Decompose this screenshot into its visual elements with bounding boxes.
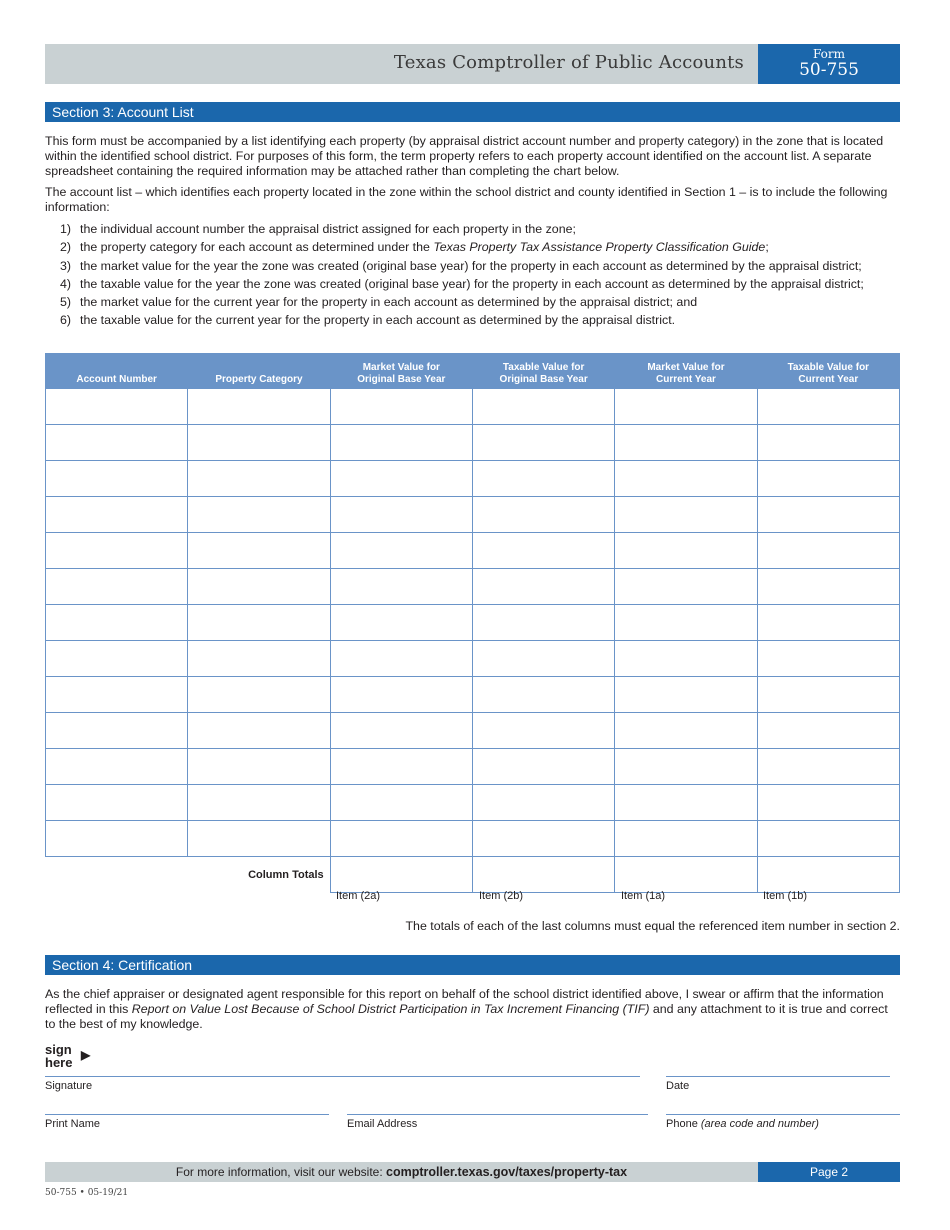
taxable-value-current-cell[interactable]: [757, 569, 899, 605]
taxable-value-current-cell[interactable]: [757, 713, 899, 749]
account-number-cell[interactable]: [46, 821, 188, 857]
property-category-cell[interactable]: [188, 497, 330, 533]
table-row: [46, 533, 900, 569]
section-3-title: Section 3: Account List: [45, 102, 900, 122]
taxable-value-base-cell[interactable]: [472, 461, 614, 497]
total-2b-field[interactable]: [472, 857, 614, 893]
market-value-current-cell[interactable]: [615, 569, 757, 605]
taxable-value-current-cell[interactable]: [757, 461, 899, 497]
form-label: Form: [812, 47, 845, 61]
taxable-value-base-cell[interactable]: [472, 497, 614, 533]
account-number-cell[interactable]: [46, 569, 188, 605]
market-value-current-cell[interactable]: [615, 677, 757, 713]
taxable-value-base-cell[interactable]: [472, 713, 614, 749]
page-number: Page 2: [758, 1162, 900, 1182]
property-category-cell[interactable]: [188, 461, 330, 497]
account-number-cell[interactable]: [46, 713, 188, 749]
website-link[interactable]: comptroller.texas.gov/taxes/property-tax: [386, 1165, 628, 1179]
email-label: Email Address: [347, 1118, 418, 1130]
agency-title: Texas Comptroller of Public Accounts: [393, 52, 744, 73]
account-number-cell[interactable]: [46, 425, 188, 461]
signature-label: Signature: [45, 1080, 93, 1092]
form-number: 50-755: [799, 60, 859, 80]
account-number-cell[interactable]: [46, 677, 188, 713]
taxable-value-base-cell[interactable]: [472, 749, 614, 785]
table-row: [46, 569, 900, 605]
print-name-label: Print Name: [45, 1118, 101, 1130]
print-name-field[interactable]: [45, 1114, 329, 1115]
property-category-cell[interactable]: [188, 677, 330, 713]
list-item: 3) the market value for the year the zone was created (original base year) for the property in each account as determined by the appraisal district;: [60, 258, 862, 273]
section-3-list-intro: The account list – which identifies each property located in the zone within the school district and county identified in Section 1 – is to include the following information:: [45, 185, 888, 214]
table-row: [46, 785, 900, 821]
market-value-current-cell[interactable]: [615, 497, 757, 533]
table-row: [46, 821, 900, 857]
taxable-value-current-cell[interactable]: [757, 677, 899, 713]
table-row: [46, 713, 900, 749]
market-value-current-cell[interactable]: [615, 389, 757, 425]
taxable-value-current-cell[interactable]: [757, 749, 899, 785]
item-2b-label: Item (2b): [479, 890, 524, 902]
list-item: 4) the taxable value for the year the zone was created (original base year) for the property in each account as determined by the appraisal district;: [60, 276, 864, 291]
market-value-current-cell[interactable]: [615, 533, 757, 569]
property-category-cell[interactable]: [188, 425, 330, 461]
property-category-cell[interactable]: [188, 569, 330, 605]
phone-label: Phone (area code and number): [666, 1118, 819, 1130]
taxable-value-base-cell[interactable]: [472, 641, 614, 677]
market-value-base-cell[interactable]: [330, 677, 472, 713]
market-value-base-cell[interactable]: [330, 821, 472, 857]
table-row: [46, 749, 900, 785]
taxable-value-base-cell[interactable]: [472, 569, 614, 605]
column-totals-row: [46, 857, 900, 893]
property-category-cell[interactable]: [188, 749, 330, 785]
market-value-base-cell[interactable]: [330, 497, 472, 533]
arrow-right-icon: ▶: [81, 1048, 91, 1062]
taxable-value-base-cell[interactable]: [472, 605, 614, 641]
taxable-value-base-cell[interactable]: [472, 389, 614, 425]
market-value-current-cell[interactable]: [615, 641, 757, 677]
column-totals-label: Column Totals: [248, 868, 324, 881]
taxable-value-base-cell[interactable]: [472, 677, 614, 713]
market-value-base-cell[interactable]: [330, 785, 472, 821]
date-field[interactable]: [666, 1076, 890, 1077]
taxable-value-current-cell[interactable]: [757, 641, 899, 677]
market-value-base-cell[interactable]: [330, 533, 472, 569]
taxable-value-current-cell[interactable]: [757, 785, 899, 821]
taxable-value-base-cell[interactable]: [472, 425, 614, 461]
section-4-title: Section 4: Certification: [45, 955, 900, 975]
taxable-value-current-cell[interactable]: [757, 425, 899, 461]
col-taxable-value-base: Taxable Value for Original Base Year: [472, 354, 614, 389]
market-value-current-cell[interactable]: [615, 785, 757, 821]
item-1b-label: Item (1b): [763, 890, 808, 902]
market-value-base-cell[interactable]: [330, 641, 472, 677]
market-value-current-cell[interactable]: [615, 749, 757, 785]
taxable-value-base-cell[interactable]: [472, 785, 614, 821]
account-number-cell[interactable]: [46, 389, 188, 425]
list-item: 1) the individual account number the appraisal district assigned for each property in the zone;: [60, 222, 576, 236]
table-row: [46, 461, 900, 497]
taxable-value-current-cell[interactable]: [757, 497, 899, 533]
market-value-base-cell[interactable]: [330, 461, 472, 497]
market-value-base-cell[interactable]: [330, 425, 472, 461]
phone-field[interactable]: [666, 1114, 900, 1115]
list-item: 2) the property category for each account as determined under the Texas Property Tax Assistance Property Classification Guide;: [60, 240, 769, 255]
property-category-cell[interactable]: [188, 713, 330, 749]
account-number-cell[interactable]: [46, 785, 188, 821]
item-2a-label: Item (2a): [336, 890, 381, 902]
col-market-value-base: Market Value for Original Base Year: [330, 354, 472, 389]
market-value-current-cell[interactable]: [615, 425, 757, 461]
property-category-cell[interactable]: [188, 641, 330, 677]
account-number-cell[interactable]: [46, 461, 188, 497]
market-value-base-cell[interactable]: [330, 389, 472, 425]
account-number-cell[interactable]: [46, 605, 188, 641]
property-category-cell[interactable]: [188, 389, 330, 425]
property-category-cell[interactable]: [188, 785, 330, 821]
taxable-value-current-cell[interactable]: [757, 605, 899, 641]
market-value-current-cell[interactable]: [615, 821, 757, 857]
taxable-value-current-cell[interactable]: [757, 389, 899, 425]
market-value-current-cell[interactable]: [615, 713, 757, 749]
total-1b-field[interactable]: [757, 857, 899, 893]
taxable-value-current-cell[interactable]: [757, 821, 899, 857]
account-number-cell[interactable]: [46, 749, 188, 785]
account-number-cell[interactable]: [46, 497, 188, 533]
property-category-cell[interactable]: [188, 533, 330, 569]
table-header-row: [46, 354, 900, 389]
footer-info: For more information, visit our website: comptroller.texas.gov/taxes/property-tax: [45, 1162, 758, 1182]
table-row: [46, 497, 900, 533]
form-revision-code: 50-755 • 05-19/21: [45, 1188, 129, 1198]
market-value-base-cell[interactable]: [330, 749, 472, 785]
taxable-value-current-cell[interactable]: [757, 533, 899, 569]
total-1a-field[interactable]: [615, 857, 757, 893]
taxable-value-base-cell[interactable]: [472, 821, 614, 857]
form-number-box: [758, 44, 900, 84]
item-1a-label: Item (1a): [621, 890, 666, 902]
total-2a-field[interactable]: [330, 857, 472, 893]
market-value-current-cell[interactable]: [615, 605, 757, 641]
market-value-current-cell[interactable]: [615, 461, 757, 497]
totals-note: The totals of each of the last columns must equal the referenced item number in section 2.: [405, 919, 900, 933]
account-number-cell[interactable]: [46, 533, 188, 569]
email-field[interactable]: [347, 1114, 648, 1115]
table-row: [46, 605, 900, 641]
table-row: [46, 641, 900, 677]
section-3-intro: This form must be accompanied by a list identifying each property (by appraisal district account number and property category) in the zone that is located within the identified school district. For purposes of this form, the term property refers to each property account identified on the account list. A separate spreadsheet containing the required information may be attached rather than completing the chart below.: [45, 134, 884, 178]
col-account-number: Account Number: [46, 354, 188, 389]
table-row: [46, 425, 900, 461]
property-category-cell[interactable]: [188, 821, 330, 857]
col-market-value-current: Market Value for Current Year: [615, 354, 757, 389]
list-item: 6) the taxable value for the current year for the property in each account as determined by the appraisal district.: [60, 313, 676, 328]
sign-here-marker: sign here ▶: [45, 1042, 91, 1070]
signature-field[interactable]: [45, 1076, 640, 1077]
account-number-cell[interactable]: [46, 641, 188, 677]
account-list-table: [45, 353, 900, 893]
table-row: [46, 389, 900, 425]
market-value-base-cell[interactable]: [330, 569, 472, 605]
table-row: [46, 677, 900, 713]
taxable-value-base-cell[interactable]: [472, 533, 614, 569]
col-property-category: Property Category: [188, 354, 330, 389]
date-label: Date: [666, 1080, 690, 1092]
col-taxable-value-current: Taxable Value for Current Year: [757, 354, 899, 389]
market-value-base-cell[interactable]: [330, 713, 472, 749]
market-value-base-cell[interactable]: [330, 605, 472, 641]
required-info-list: [45, 222, 900, 332]
property-category-cell[interactable]: [188, 605, 330, 641]
certification-text: As the chief appraiser or designated agent responsible for this report on behalf of the school district identified above, I swear or affirm that the information reflected in this Report on Value Lost Because of School District Participation in Tax Increment Financing (TIF) and any attachment to it is true and correct to the best of my knowledge.: [45, 987, 888, 1031]
list-item: 5) the market value for the current year for the property in each account as determined by the appraisal district; and: [60, 295, 698, 310]
